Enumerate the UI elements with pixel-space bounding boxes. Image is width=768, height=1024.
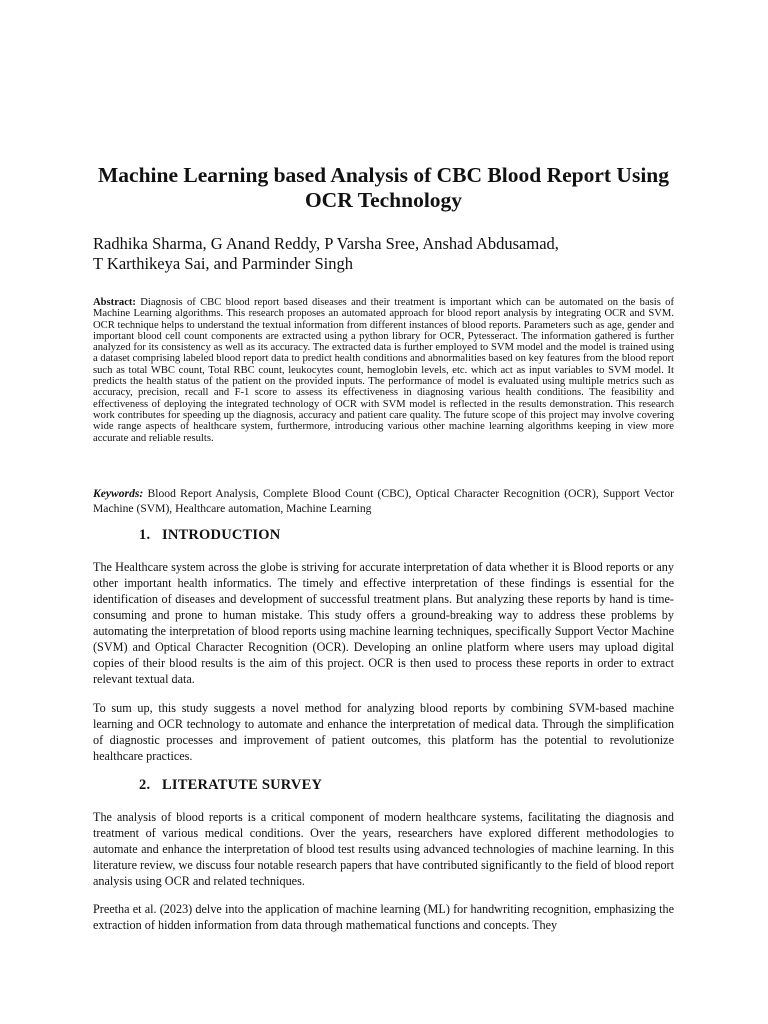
section-number: 2.: [139, 777, 151, 793]
keywords-label: Keywords:: [93, 487, 144, 500]
abstract: [93, 297, 674, 444]
keywords: [93, 486, 674, 516]
abstract-text: Diagnosis of CBC blood report based diseases and their treatment is important which can be automated on the basis of Machine Learning algorithms. This research proposes an automated approach for blood report analysis by integrating OCR and SVM. OCR technique helps to understand the textual information from different instances of blood reports. Parameters such as age, gender and important blood cell count components are extracted using a python library for OCR, Pytesseract. The information gathered is further analyzed for its consistency as well as its accuracy. The extracted data is further employed to SVM model and the model is trained using a dataset comprising labeled blood report data to predict health conditions and abnormalities based on key features from the blood report such as total WBC count, Total RBC count, leukocytes count, hemoglobin levels, etc. which act as input variables to SVM model. It predicts the health status of the patient on the provided inputs. The performance of model is evaluated using multiple metrics such as accuracy, precision, recall and F-1 score to assess its effectiveness in diagnosing various health conditions. The feasibility and effectiveness of deploying the integrated technology of OCR with SVM model is reflected in the results demonstration. This research work contributes for speeding up the diagnosis, accuracy and patient care quality. The future scope of this project may involve covering wide range aspects of healthcare system, furthermore, introducing various other machine learning algorithms keeping in view more accurate and reliable results.: [93, 297, 674, 444]
section-title: LITERATUTE SURVEY: [162, 777, 323, 793]
paragraph: The Healthcare system across the globe is striving for accurate interpretation of data whether it is Blood reports or any other important health informatics. The timely and effective interpretation of these findings is essential for the identification of diseases and development of successful treatment plans. But analyzing these reports by hand is time-consuming and prone to human mistake. This study offers a ground-breaking way to address these problems by automating the interpretation of blood reports using machine learning techniques, specifically Support Vector Machine (SVM) and Optical Character Recognition (OCR). Developing an online platform where users may upload digital copies of their blood results is the aim of this project. OCR is then used to process these reports in order to extract relevant textual data.: [93, 560, 674, 686]
paragraph: Preetha et al. (2023) delve into the application of machine learning (ML) for handwriting recognition, emphasizing the extraction of hidden information from data through mathematical functions and concepts. They: [93, 902, 674, 932]
paragraph: To sum up, this study suggests a novel method for analyzing blood reports by combining SVM-based machine learning and OCR technology to automate and enhance the interpretation of medical data. Through the simplification of diagnostic processes and improvement of patient outcomes, this platform has the potential to revolutionize healthcare practices.: [93, 701, 674, 763]
author-list: [93, 234, 693, 274]
keywords-text: Blood Report Analysis, Complete Blood Count (CBC), Optical Character Recognition (OCR), Support Vector Machine (SVM), Healthcare automation, Machine Learning: [93, 487, 674, 515]
section-number: 1.: [139, 527, 151, 543]
author-line-2: T Karthikeya Sai, and Parminder Singh: [93, 254, 353, 273]
paper-title: Machine Learning based Analysis of CBC Blood Report Using OCR Technology: [97, 163, 669, 212]
section-heading-introduction: [139, 527, 280, 544]
paragraph: The analysis of blood reports is a critical component of modern healthcare systems, facilitating the diagnosis and treatment of various medical conditions. Over the years, researchers have explored different methodologies to automate and enhance the interpretation of blood test results using advanced technologies of machine learning. In this literature review, we discuss four notable research papers that have contributed significantly to the field of blood report analysis using OCR and related techniques.: [93, 810, 674, 888]
abstract-label: Abstract:: [93, 297, 136, 308]
section-title: INTRODUCTION: [162, 527, 281, 543]
section-heading-literature-survey: [139, 777, 322, 794]
author-line-1: Radhika Sharma, G Anand Reddy, P Varsha Sree, Anshad Abdusamad,: [93, 234, 559, 253]
